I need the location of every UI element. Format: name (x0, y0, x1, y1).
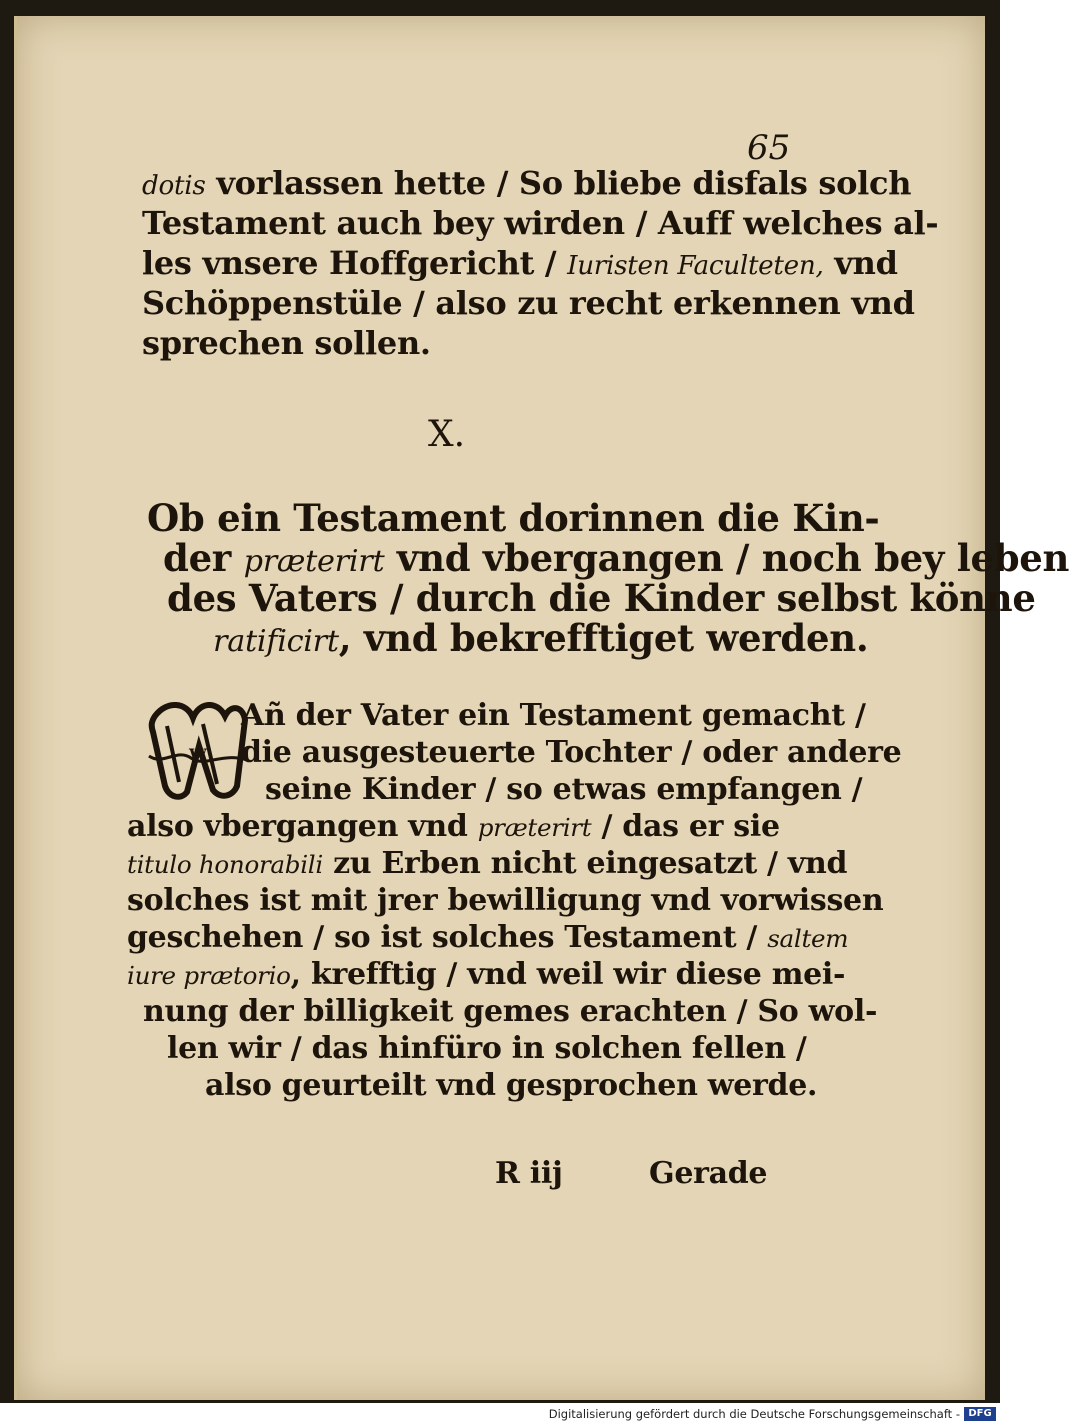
body-line (205, 1068, 817, 1103)
body-line (143, 994, 877, 1029)
body-line (127, 846, 847, 881)
text-run: Testament auch bey wirden / Auff welches al‑ (142, 204, 939, 242)
latin-term: ratificirt (213, 624, 339, 659)
heading-line (167, 576, 1036, 620)
text-run: vorlassen hette / So bliebe disfals solch (205, 164, 912, 202)
latin-term: saltem (767, 924, 849, 953)
text-run: vnd (823, 244, 898, 282)
body-line (167, 1031, 807, 1066)
latin-term: Iuristen Faculteten, (567, 251, 824, 281)
text-run: der (163, 536, 244, 580)
heading-line (147, 496, 880, 540)
cont-line (142, 204, 938, 242)
text-run: / das er sie (591, 809, 780, 844)
section-number: X. (428, 414, 466, 455)
dfg-logo: DFG (964, 1407, 996, 1421)
latin-term: præterirt (477, 813, 592, 842)
text-run: Schöppenstüle / also zu recht erkennen vnd (142, 284, 915, 322)
text-run: Ob ein Testament dorinnen die Kin‑ (147, 496, 880, 540)
text-run: seine Kinder / so etwas empfangen / (265, 772, 863, 807)
body-line (241, 735, 901, 770)
body-line (127, 957, 845, 992)
text-run: geschehen / so ist solches Testament / (127, 920, 768, 955)
heading-line (213, 616, 868, 660)
body-line (127, 883, 883, 918)
body-line (127, 809, 780, 844)
cont-line (142, 324, 431, 362)
text-run: zu Erben nicht eingesatzt / vnd (322, 846, 848, 881)
text-run: , krefftig / vnd weil wir diese mei‑ (290, 957, 846, 992)
text-run: Añ der Vater ein Testament gemacht / (241, 698, 866, 733)
latin-term: dotis (142, 171, 206, 201)
text-run: also geurteilt vnd gesprochen werde. (205, 1068, 818, 1103)
signature-mark: R iij (495, 1156, 563, 1191)
text-run: des Vaters / durch die Kinder selbst könne (167, 576, 1036, 620)
drop-cap-initial (147, 696, 249, 804)
footer-credit: Digitalisierung gefördert durch die Deutsche Forschungsgemeinschaft - (548, 1407, 960, 1421)
text-run: len wir / das hinfüro in solchen fellen / (167, 1031, 807, 1066)
text-run: also vbergangen vnd (127, 809, 478, 844)
catchword: Gerade (649, 1156, 768, 1191)
heading-line (163, 536, 1069, 580)
cont-line (142, 164, 911, 202)
text-run: vnd vbergangen / noch bey leben (384, 536, 1069, 580)
body-line (241, 698, 866, 733)
cont-line (142, 284, 915, 322)
text-run: les vnsere Hoffgericht / (142, 244, 568, 282)
latin-term: iure prætorio (127, 961, 291, 990)
latin-term: præterirt (243, 544, 385, 579)
book-page (14, 16, 1069, 1400)
footer-bar (0, 1403, 1000, 1425)
text-run: die ausgesteuerte Tochter / oder andere (241, 735, 902, 770)
text-run: nung der billigkeit gemes erachten / So wol‑ (143, 994, 878, 1029)
text-run: , vnd bekrefftiget werden. (338, 616, 869, 660)
body-line (265, 772, 862, 807)
cont-line (142, 244, 898, 282)
latin-term: titulo honorabili (127, 850, 323, 879)
text-run: solches ist mit jrer bewilligung vnd vorwissen (127, 883, 884, 918)
body-line (127, 920, 848, 955)
text-run: sprechen sollen. (142, 324, 431, 362)
drop-cap-letter: W (189, 745, 207, 764)
page-number: 65 (747, 128, 791, 168)
